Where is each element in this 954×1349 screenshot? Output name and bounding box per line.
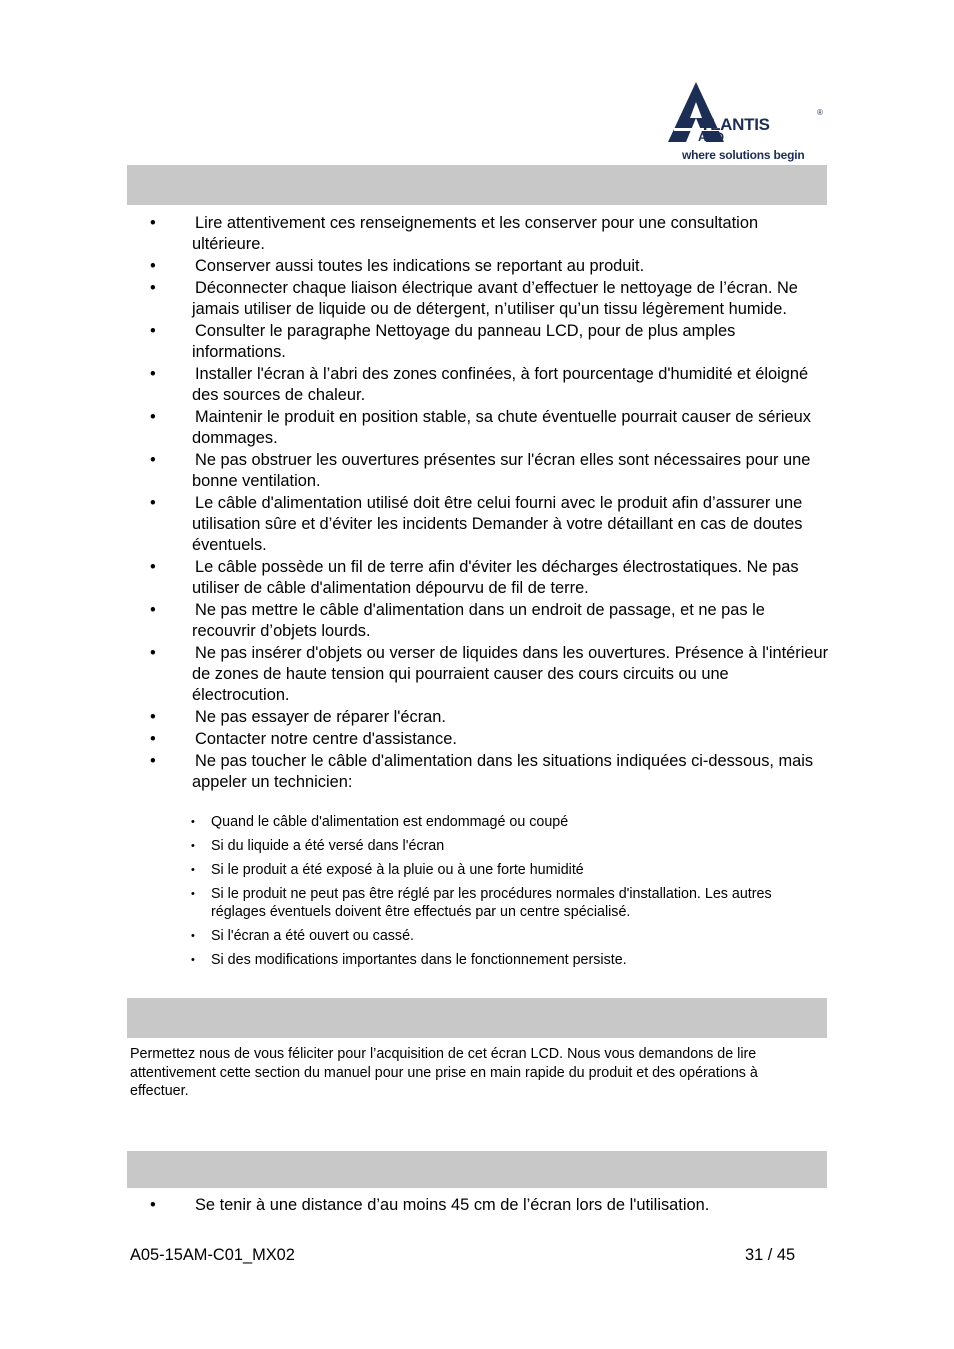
list-item-text: Si l'écran a été ouvert ou cassé. — [211, 928, 414, 944]
list-item-text: Déconnecter chaque liaison électrique avant d’effectuer le nettoyage de l’écran. Ne jamais utiliser de liquide ou de détergent, n’utiliser qu’un tissu légèrement humide. — [192, 279, 798, 318]
list-item-text: Le câble possède un fil de terre afin d'éviter les décharges électrostatiques. Ne pas utiliser de câble d'alimentation dépourvu de fil de terre. — [192, 558, 799, 597]
bullet: • — [150, 730, 156, 748]
section-header-bar-intro — [127, 998, 827, 1038]
list-item — [130, 364, 830, 406]
list-item-text: Si le produit ne peut pas être réglé par les procédures normales d'installation. Les autres réglages éventuels doivent être effectués par un centre spécialisé. — [211, 886, 772, 920]
list-item — [130, 450, 830, 492]
list-item-text: Le câble d'alimentation utilisé doit être celui fourni avec le produit afin d’assurer une utilisation sûre et d’éviter les incidents Demander à votre détaillant en cas de doutes éventuels. — [192, 494, 803, 554]
list-item-text: Ne pas mettre le câble d'alimentation dans un endroit de passage, et ne pas le recouvrir d’objets lourds. — [192, 601, 765, 640]
bullet: • — [191, 864, 195, 876]
list-item — [190, 885, 810, 921]
list-item-text: Si le produit a été exposé à la pluie ou à une forte humidité — [211, 862, 584, 878]
list-item-text: Se tenir à une distance d’au moins 45 cm de l’écran lors de l'utilisation. — [195, 1196, 710, 1214]
list-item-text: Consulter le paragraphe Nettoyage du panneau LCD, pour de plus amples informations. — [192, 322, 736, 361]
list-item — [130, 213, 830, 255]
bullet: • — [150, 214, 156, 232]
list-item — [130, 707, 830, 728]
list-item — [130, 278, 830, 320]
list-item-text: Ne pas toucher le câble d'alimentation dans les situations indiquées ci-dessous, mais appeler un technicien: — [192, 752, 814, 791]
bullet: • — [191, 954, 195, 966]
list-item-text: Ne pas obstruer les ouvertures présentes sur l'écran elles sont nécessaires pour une bonne ventilation. — [192, 451, 811, 490]
list-item — [130, 557, 830, 599]
list-item — [130, 1195, 830, 1216]
bullet: • — [191, 888, 195, 900]
bullet: • — [191, 840, 195, 852]
list-item — [190, 951, 810, 969]
bullet: • — [150, 365, 156, 383]
list-item-text: Ne pas essayer de réparer l'écran. — [195, 708, 446, 726]
list-item-text: Installer l'écran à l’abri des zones confinées, à fort pourcentage d'humidité et éloigné des sources de chaleur. — [192, 365, 809, 404]
footer-page-number: 31 / 45 — [745, 1246, 796, 1264]
list-item — [190, 813, 810, 831]
bullet: • — [150, 322, 156, 340]
list-item-text: Lire attentivement ces renseignements et les conserver pour une consultation ultérieure. — [192, 214, 759, 253]
bullet: • — [150, 752, 156, 770]
bullet: • — [150, 644, 156, 662]
list-item — [130, 643, 830, 706]
bullet: • — [150, 257, 156, 275]
list-item — [130, 600, 830, 642]
bullet: • — [150, 708, 156, 726]
list-item — [130, 256, 830, 277]
bullet: • — [150, 279, 156, 297]
list-item — [190, 927, 810, 945]
technician-conditions-list — [190, 813, 810, 975]
list-item-text: Si des modifications importantes dans le fonctionnement persiste. — [211, 952, 627, 968]
usage-list — [130, 1195, 830, 1216]
list-item-text: Ne pas insérer d'objets ou verser de liquides dans les ouvertures. Présence à l'intérieur de zones de haute tension qui pourraient causer des cours circuits ou une électrocution. — [192, 644, 829, 704]
intro-paragraph: Permettez nous de vous féliciter pour l’acquisition de cet écran LCD. Nous vous demandons de lire attentivement cette section du manuel pour une prise en main rapide du produit et des opérations à effectuer. — [130, 1046, 758, 1099]
list-item — [130, 751, 830, 793]
list-item-text: Contacter notre centre d'assistance. — [195, 730, 457, 748]
logo-tagline: where solutions begin — [682, 148, 805, 162]
list-item — [190, 837, 810, 855]
list-item — [130, 729, 830, 750]
list-item — [130, 407, 830, 449]
atlantis-logo — [664, 78, 830, 164]
footer-doc-code: A05-15AM-C01_MX02 — [130, 1246, 295, 1264]
bullet: • — [150, 408, 156, 426]
list-item — [130, 321, 830, 363]
list-item-text: Maintenir le produit en position stable, sa chute éventuelle pourrait causer de sérieux dommages. — [192, 408, 811, 447]
bullet: • — [150, 1196, 156, 1214]
bullet: • — [191, 816, 195, 828]
list-item-text: Quand le câble d'alimentation est endommagé ou coupé — [211, 814, 569, 830]
bullet: • — [150, 494, 156, 512]
logo-registered: ® — [817, 108, 823, 117]
list-item — [130, 493, 830, 556]
bullet: • — [191, 930, 195, 942]
list-item-text: Si du liquide a été versé dans l'écran — [211, 838, 445, 854]
logo-sub: AND — [698, 130, 724, 144]
bullet: • — [150, 451, 156, 469]
logo-brand: TLANTIS — [700, 115, 770, 134]
bullet: • — [150, 558, 156, 576]
section-header-bar-safety — [127, 165, 827, 205]
list-item — [190, 861, 810, 879]
list-item-text: Conserver aussi toutes les indications se reportant au produit. — [195, 257, 645, 275]
section-header-bar-usage — [127, 1151, 827, 1188]
bullet: • — [150, 601, 156, 619]
safety-instructions-list — [130, 213, 830, 794]
